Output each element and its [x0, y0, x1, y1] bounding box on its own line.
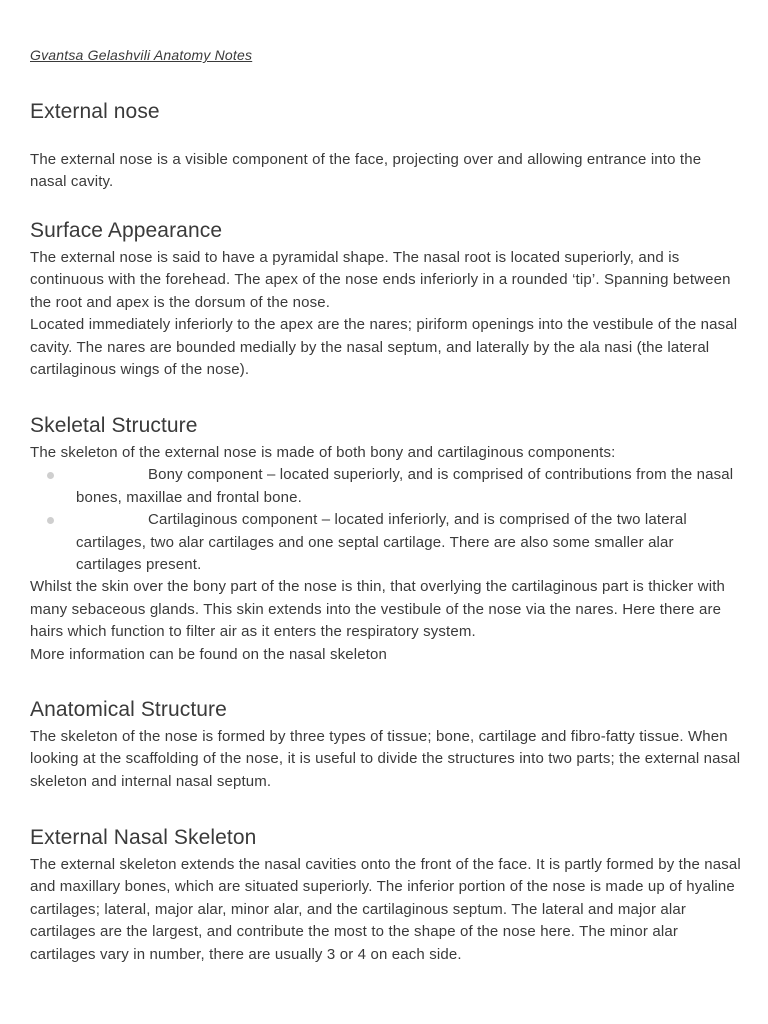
skeletal-structure-intro: The skeleton of the external nose is made of both bony and cartilaginous components: — [30, 444, 616, 461]
bullet-icon — [47, 517, 54, 524]
surface-appearance-paragraph-2: Located immediately inferiorly to the apex are the nares; piriform openings into the vestibule of the nasal cavity. The nares are bounded medially by the nasal septum, and laterally by the ala nasi (the lateral cartilaginous wings of the nose). — [30, 316, 738, 379]
external-nose-paragraph: The external nose is a visible component of the face, projecting over and allowing entrance into the nasal cavity. — [30, 151, 702, 191]
list-item-text: Cartilaginous component – located inferiorly, and is comprised of the two lateral cartilages, two alar cartilages and one septal cartilage. There are also some smaller alar cartilages present. — [76, 511, 687, 574]
section-surface-appearance — [30, 219, 742, 381]
notes-header: Gvantsa Gelashvili Anatomy Notes — [30, 47, 253, 63]
section-skeletal-structure — [30, 414, 742, 666]
section-external-nasal-skeleton — [30, 826, 742, 966]
list-item — [30, 509, 742, 576]
more-info-text: More information can be found on the nasal skeleton — [30, 645, 388, 663]
list-item-text: Bony component – located superiorly, and is comprised of contributions from the nasal bones, maxillae and frontal bone. — [76, 466, 734, 506]
heading-skeletal-structure: Skeletal Structure — [30, 414, 198, 437]
skeletal-structure-paragraph: Whilst the skin over the bony part of the nose is thin, that overlying the cartilaginous part is thicker with many sebaceous glands. This skin extends into the vestibule of the nose via the nares. Here there are hairs which function to filter air as it enters the respiratory system. — [30, 578, 726, 641]
section-anatomical-structure — [30, 698, 742, 793]
heading-external-nasal-skeleton: External Nasal Skeleton — [30, 826, 257, 849]
heading-surface-appearance: Surface Appearance — [30, 219, 223, 242]
heading-external-nose: External nose — [30, 100, 160, 123]
skeletal-components-list — [30, 464, 742, 576]
external-nasal-skeleton-paragraph: The external skeleton extends the nasal cavities onto the front of the face. It is partly formed by the nasal and maxillary bones, which are situated superiorly. The inferior portion of the nose is made up of hyaline cartilages; lateral, major alar, minor alar, and the cartilaginous septum. The lateral and major alar cartilages are the largest, and contribute the most to the shape of the nose here. The minor alar cartilages vary in number, there are usually 3 or 4 on each side. — [30, 856, 741, 963]
heading-anatomical-structure: Anatomical Structure — [30, 698, 227, 721]
section-external-nose — [30, 100, 742, 194]
bullet-icon — [47, 472, 54, 479]
anatomical-structure-paragraph: The skeleton of the nose is formed by three types of tissue; bone, cartilage and fibro-fatty tissue. When looking at the scaffolding of the nose, it is useful to divide the structures into two parts; the external nasal skeleton and internal nasal septum. — [30, 728, 741, 790]
surface-appearance-paragraph-1: The external nose is said to have a pyramidal shape. The nasal root is located superiorly, and is continuous with the forehead. The apex of the nose ends inferiorly in a rounded ‘tip’. Spanning between the root and apex is the dorsum of the nose. — [30, 249, 731, 311]
list-item — [30, 464, 742, 509]
